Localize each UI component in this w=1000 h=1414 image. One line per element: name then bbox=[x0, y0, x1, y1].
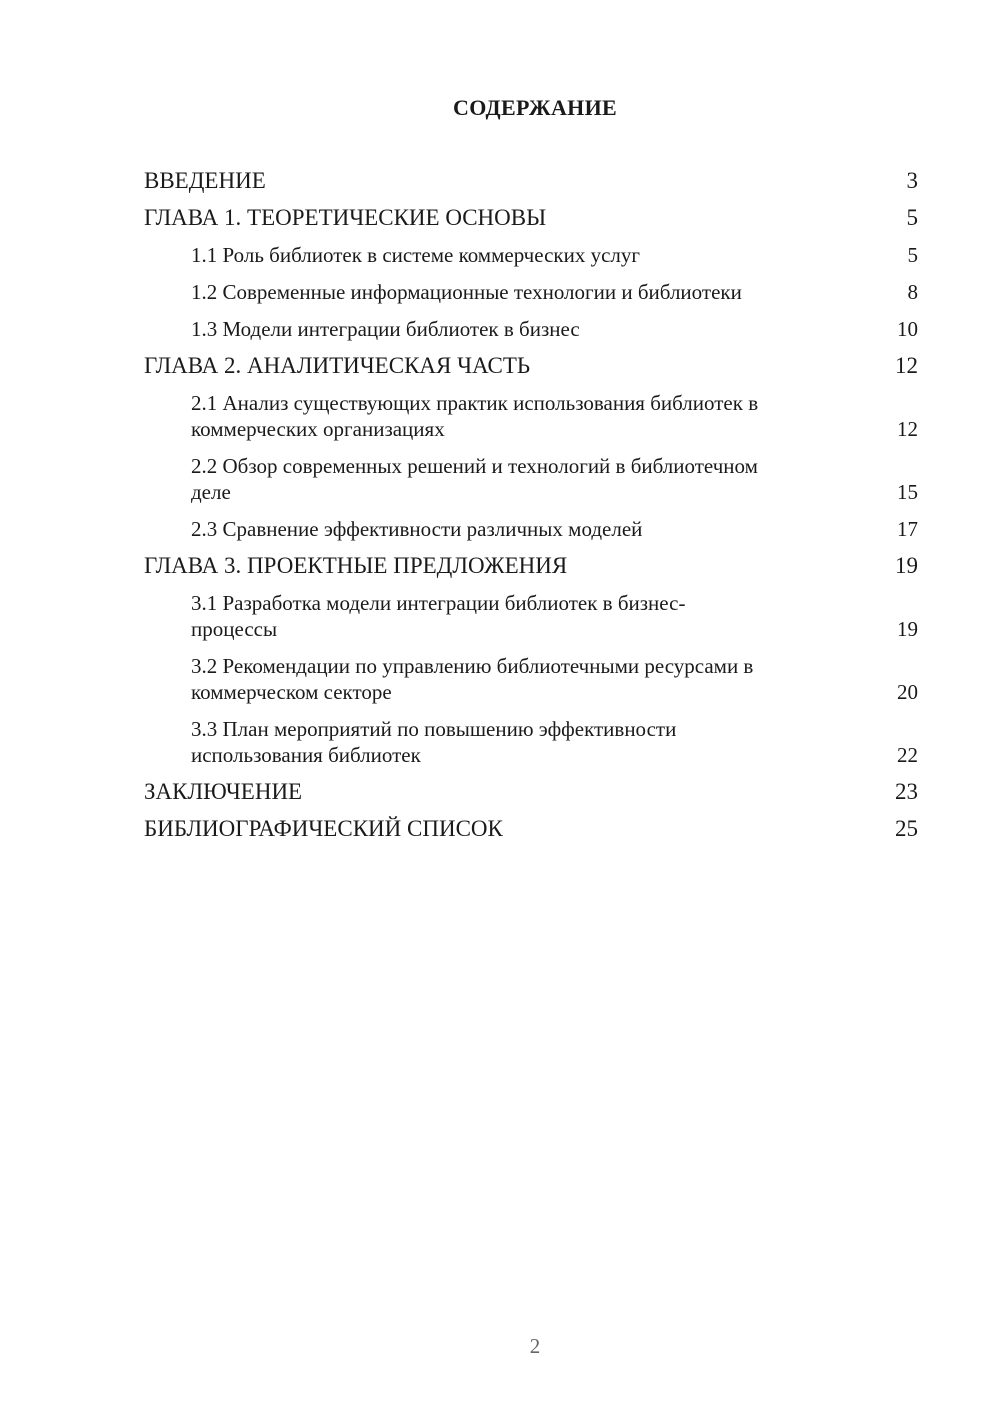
toc-entry-title: 3.3 План мероприятий по повышению эффективности использования библиотек bbox=[191, 717, 677, 767]
toc-entry-section-3-1[interactable] bbox=[144, 590, 918, 642]
toc-entry-page: 20 bbox=[897, 680, 918, 704]
toc-entry-title: 1.3 Модели интеграции библиотек в бизнес bbox=[191, 317, 580, 341]
toc-entry-page: 17 bbox=[897, 517, 918, 541]
toc-entry-page: 19 bbox=[897, 617, 918, 641]
toc-entry-title: 2.3 Сравнение эффективности различных моделей bbox=[191, 517, 643, 541]
table-of-contents bbox=[144, 168, 918, 853]
toc-entry-title: ВВЕДЕНИЕ bbox=[144, 168, 266, 193]
toc-entry-section-1-2[interactable] bbox=[144, 279, 918, 305]
toc-entry-page: 12 bbox=[897, 417, 918, 441]
toc-entry-section-2-3[interactable] bbox=[144, 516, 918, 542]
toc-entry-title: 1.2 Современные информационные технологии и библиотеки bbox=[191, 280, 742, 304]
page-number: 2 bbox=[529, 1334, 541, 1358]
page-title: СОДЕРЖАНИЕ bbox=[453, 95, 617, 120]
toc-entry-section-3-3[interactable] bbox=[144, 716, 918, 768]
toc-entry-section-1-3[interactable] bbox=[144, 316, 918, 342]
toc-entry-title: ГЛАВА 3. ПРОЕКТНЫЕ ПРЕДЛОЖЕНИЯ bbox=[144, 553, 568, 578]
toc-entry-page: 10 bbox=[897, 317, 918, 341]
toc-entry-page: 12 bbox=[895, 353, 918, 378]
toc-entry-title: 1.1 Роль библиотек в системе коммерческих услуг bbox=[191, 243, 641, 267]
toc-entry-page: 23 bbox=[895, 779, 918, 804]
toc-entry-title: 2.2 Обзор современных решений и технологий в библиотечном деле bbox=[191, 454, 758, 504]
toc-entry-title: ЗАКЛЮЧЕНИЕ bbox=[144, 779, 303, 804]
toc-entry-page: 8 bbox=[907, 280, 918, 304]
toc-entry-section-3-2[interactable] bbox=[144, 653, 918, 705]
toc-entry-chapter-2[interactable] bbox=[144, 353, 918, 379]
toc-entry-title: БИБЛИОГРАФИЧЕСКИЙ СПИСОК bbox=[144, 816, 503, 841]
toc-entry-page: 3 bbox=[906, 168, 918, 193]
toc-entry-page: 25 bbox=[895, 816, 918, 841]
toc-entry-page: 5 bbox=[906, 205, 918, 230]
toc-entry-chapter-3[interactable] bbox=[144, 553, 918, 579]
toc-entry-title: 3.1 Разработка модели интеграции библиотек в бизнес-процессы bbox=[191, 591, 686, 641]
toc-entry-chapter-1[interactable] bbox=[144, 205, 918, 231]
toc-entry-page: 19 bbox=[895, 553, 918, 578]
toc-entry-page: 15 bbox=[897, 480, 918, 504]
toc-entry-page: 5 bbox=[907, 243, 918, 267]
toc-entry-title: ГЛАВА 1. ТЕОРЕТИЧЕСКИЕ ОСНОВЫ bbox=[144, 205, 547, 230]
toc-entry-section-2-1[interactable] bbox=[144, 390, 918, 442]
toc-entry-section-1-1[interactable] bbox=[144, 242, 918, 268]
toc-entry-introduction[interactable] bbox=[144, 168, 918, 194]
toc-entry-title: ГЛАВА 2. АНАЛИТИЧЕСКАЯ ЧАСТЬ bbox=[144, 353, 531, 378]
toc-entry-section-2-2[interactable] bbox=[144, 453, 918, 505]
toc-entry-conclusion[interactable] bbox=[144, 779, 918, 805]
toc-entry-page: 22 bbox=[897, 743, 918, 767]
toc-entry-title: 3.2 Рекомендации по управлению библиотечными ресурсами в коммерческом секторе bbox=[191, 654, 754, 704]
toc-entry-title: 2.1 Анализ существующих практик использования библиотек в коммерческих организациях bbox=[191, 391, 759, 441]
toc-entry-bibliography[interactable] bbox=[144, 816, 918, 842]
